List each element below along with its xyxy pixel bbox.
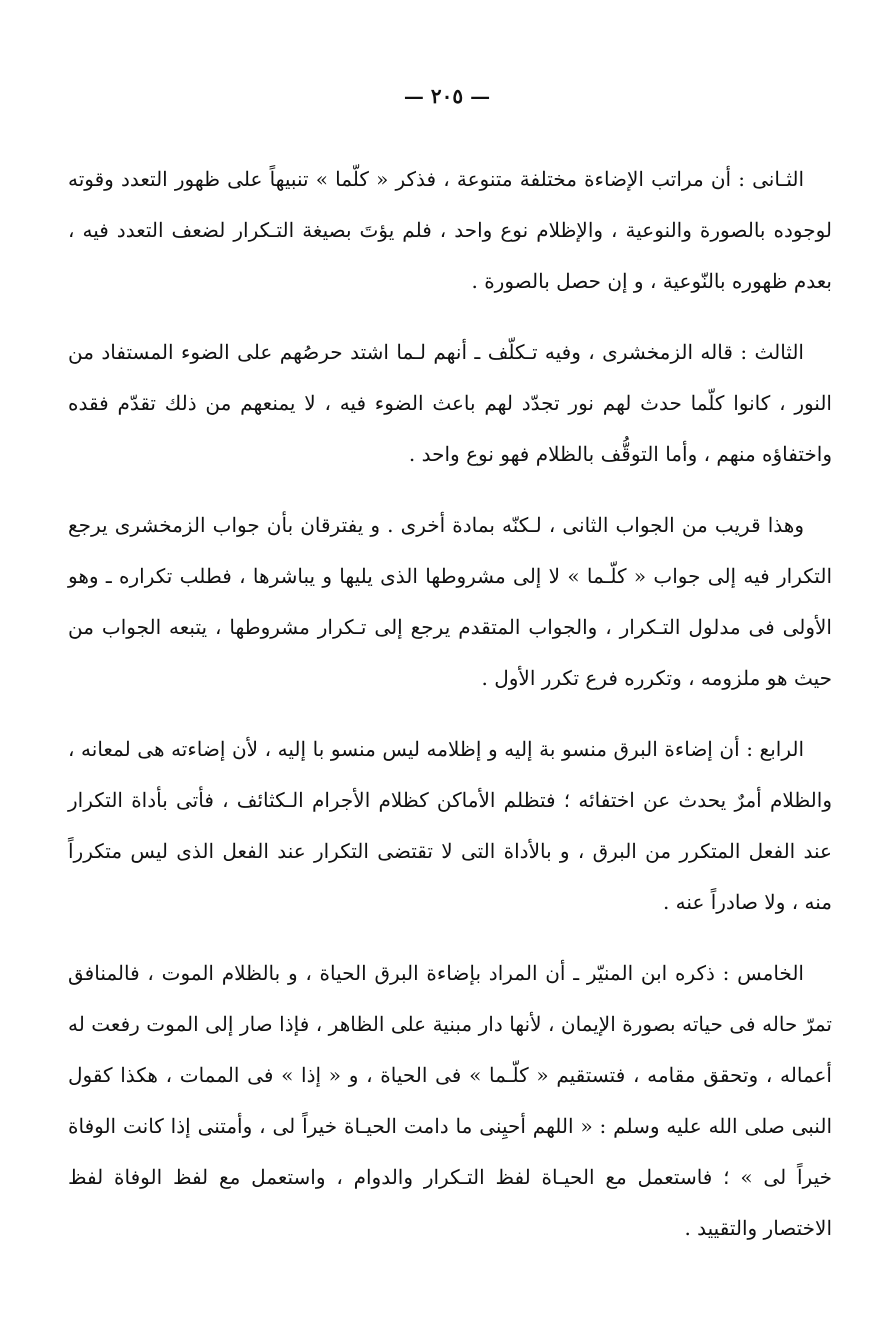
paragraph-fifth-answer: الخامس : ذكره ابن المنيّر ـ أن المراد بإضاءة البرق الحياة ، و بالظلام الموت ، فالمنافق تمرّ حاله فى حياته بصورة الإيمان ، لأنها دار مبنية على الظاهر ، فإذا صار إلى الموت رفعت له أعماله ، وتحقق مقامه ، فتستقيم « كلّـما » فى الحياة ، و « إذا » فى الممات ، هكذا كقول النبى صلى الله عليه وسلم : « اللهم أحيِنى ما دامت الحيـاة خيراً لى ، وأمتنى إذا كانت الوفاة خيراً لى » ؛ فاستعمل مع الحيـاة لفظ التـكرار والدوام ، واستعمل مع لفظ الوفاة لفظ الاختصار والتقييد . [68, 961, 832, 1240]
paragraph-third-answer: الثالث : قاله الزمخشرى ، وفيه تـكلّف ـ أنهم لـما اشتد حرصُهم على الضوء المستفاد من النور ، كانوا كلّما حدث لهم نور تجدّد لهم باعث الضوء فيه ، لا يمنعهم من ذلك تقدّم فقده واختفاؤه منهم ، وأما التوقُّف بالظلام فهو نوع واحد . [68, 340, 832, 466]
page-body [68, 154, 832, 1274]
paragraph-fourth-answer: الرابع : أن إضاءة البرق منسو بة إليه و إظلامه ليس منسو با إليه ، لأن إضاءته هى لمعانه ، والظلام أمرٌ يحدث عن اختفائه ؛ فتظلم الأماكن كظلام الأجرام الـكثائف ، فأتى بأداة التكرار عند الفعل المتكرر من البرق ، و بالأداة التى لا تقتضى التكرار عند الفعل الذى ليس متكرراً منه ، ولا صادراً عنه . [68, 737, 832, 914]
paragraph-second-answer: الثـانى : أن مراتب الإضاءة مختلفة متنوعة ، فذكر « كلّما » تنبيهاً على ظهور التعدد وقوته لوجوده بالصورة والنوعية ، والإظلام نوع واحد ، فلم يؤتَ بصيغة التـكرار لضعف التعدد فيه ، بعدم ظهوره بالنّوعية ، و إن حصل بالصورة . [68, 167, 832, 293]
page-number: — ٢٠٥ — [403, 84, 491, 108]
paragraph-comparison: وهذا قريب من الجواب الثانى ، لـكنّه بمادة أخرى . و يفترقان بأن جواب الزمخشرى يرجع التكرار فيه إلى جواب « كلّـما » لا إلى مشروطها الذى يليها و يباشرها ، فطلب تكراره ـ وهو الأولى فى مدلول التـكرار ، والجواب المتقدم يرجع إلى تـكرار مشروطها ، يتبعه الجواب من حيث هو ملزومه ، وتكرره فرع تكرر الأول . [68, 513, 832, 690]
